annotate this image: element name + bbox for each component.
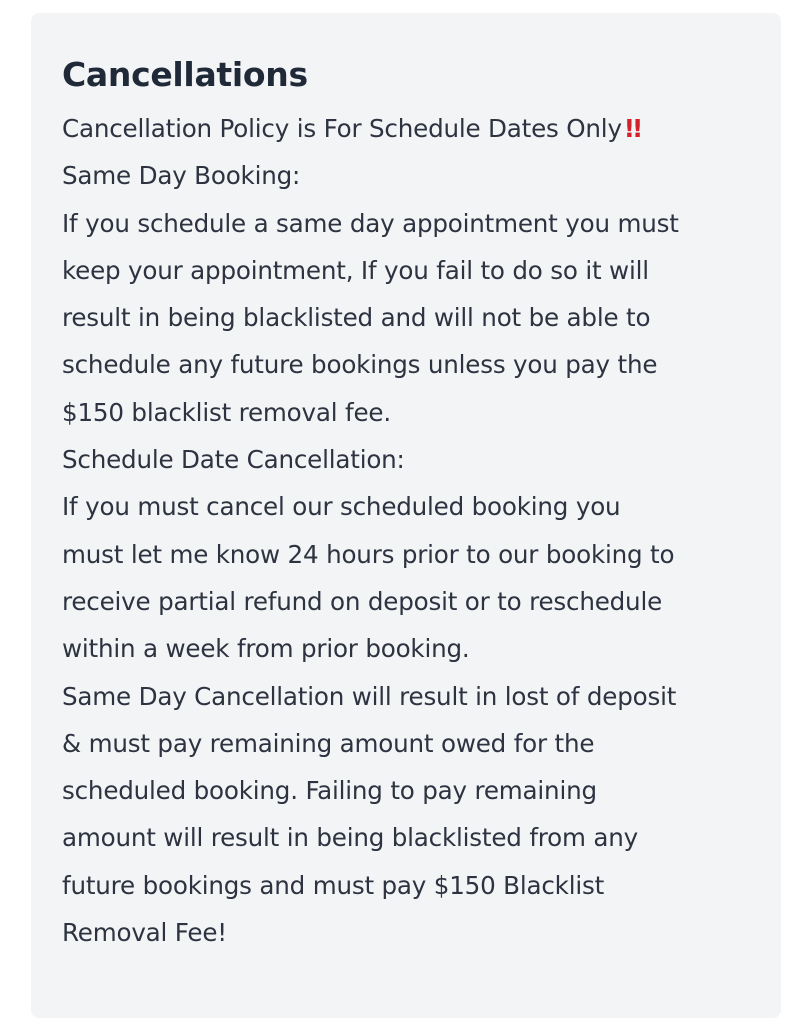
policy-line: If you must cancel our scheduled booking you (62, 492, 621, 522)
policy-line-text: Cancellation Policy is For Schedule Dates Only (62, 114, 622, 143)
policy-line: future bookings and must pay $150 Blacklist (62, 870, 605, 900)
double-exclamation-icon: !! (623, 114, 641, 143)
cancellations-card (31, 13, 781, 1018)
policy-line: Removal Fee! (62, 918, 227, 948)
policy-line: & must pay remaining amount owed for the (62, 728, 595, 758)
policy-line: Schedule Date Cancellation: (62, 445, 405, 475)
section-title: Cancellations (62, 55, 308, 94)
policy-line: Same Day Cancellation will result in lost of deposit (62, 681, 677, 711)
policy-line: amount will result in being blacklisted from any (62, 823, 638, 853)
policy-line: If you schedule a same day appointment you must (62, 208, 679, 238)
policy-line: schedule any future bookings unless you pay the (62, 350, 658, 380)
policy-line: $150 blacklist removal fee. (62, 397, 391, 427)
policy-line: result in being blacklisted and will not be able to (62, 303, 651, 333)
policy-text (62, 105, 762, 956)
policy-line: within a week from prior booking. (62, 634, 470, 664)
policy-line: receive partial refund on deposit or to reschedule (62, 586, 663, 616)
policy-line: Same Day Booking: (62, 161, 301, 191)
policy-line (62, 105, 762, 152)
policy-line: keep your appointment, If you fail to do so it will (62, 255, 649, 285)
policy-line: must let me know 24 hours prior to our booking to (62, 539, 675, 569)
policy-line: scheduled booking. Failing to pay remaining (62, 776, 597, 806)
